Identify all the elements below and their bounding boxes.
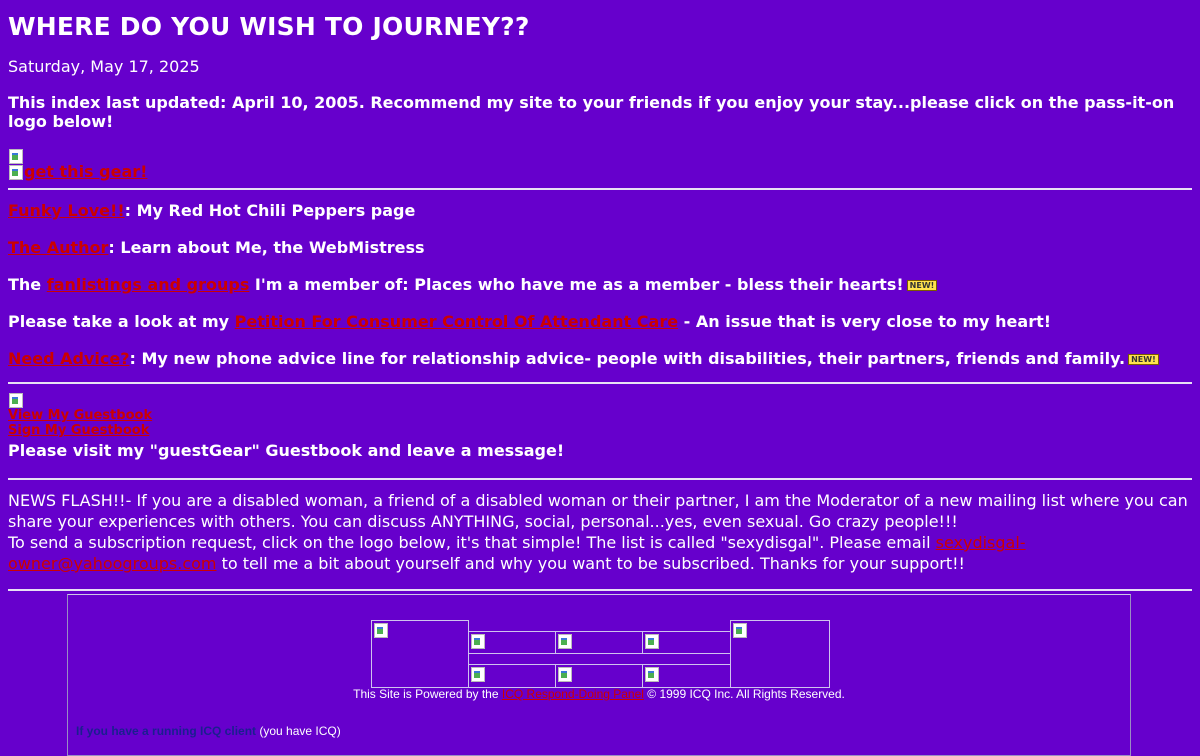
- last-updated-text: This index last updated: April 10, 2005. Recommend my site to your friends if you enjoy your stay...please click on the pass-it-on logo below!: [8, 93, 1175, 131]
- author-text: : Learn about Me, the WebMistress: [108, 238, 425, 257]
- divider: [8, 478, 1192, 480]
- subscription-paragraph: [8, 532, 1192, 574]
- petition-line: [8, 311, 1192, 338]
- broken-image-icon: [8, 148, 24, 164]
- icq-client-line: [76, 724, 341, 738]
- divider: [8, 589, 1192, 591]
- new-badge-icon: NEW!: [907, 280, 938, 291]
- funky-love-line: [8, 200, 1192, 227]
- icq-client-link[interactable]: If you have a running ICQ client: [76, 724, 257, 738]
- author-line: [8, 237, 1192, 264]
- new-badge-icon: NEW!: [1128, 354, 1159, 365]
- copyright-text: © 1999 ICQ Inc. All Rights Reserved.: [643, 687, 845, 701]
- icq-button-cell[interactable]: [555, 631, 643, 654]
- subscription-text: To send a subscription request, click on the logo below, it's that simple! The list is called "sexydisgal". Please email: [8, 533, 936, 552]
- sign-guestbook-link[interactable]: Sign My Guestbook: [8, 423, 150, 438]
- broken-image-icon: [644, 666, 660, 682]
- current-date: Saturday, May 17, 2025: [8, 57, 200, 76]
- the-author-link[interactable]: The Author: [8, 238, 109, 257]
- icq-button-cell[interactable]: [642, 631, 731, 654]
- broken-image-icon: [732, 622, 748, 638]
- news-paragraph: NEWS FLASH!!- If you are a disabled woman, a friend of a disabled woman or their partner, I am the Moderator of a new mailing list where you can share your experiences with others. You can discuss ANYTHING, social, personal...yes, even sexual. Go crazy people!!!: [8, 491, 1188, 531]
- broken-image-icon: [470, 633, 486, 649]
- icq-panel-link[interactable]: ICQ Respond-Doing Panel: [501, 687, 644, 701]
- fanlistings-line: [8, 274, 1192, 301]
- broken-image-icon: [557, 666, 573, 682]
- guestbook-block: [8, 392, 1192, 462]
- news-flash: [8, 490, 1192, 574]
- icq-button-cell[interactable]: [555, 664, 643, 688]
- icq-logo-cell[interactable]: [730, 620, 830, 688]
- advice-line: [8, 348, 1192, 375]
- gear-block: [8, 148, 1192, 180]
- icq-logo-cell[interactable]: [371, 620, 469, 688]
- fanlistings-link[interactable]: fanlistings and groups: [46, 275, 250, 294]
- divider: [8, 188, 1192, 190]
- broken-image-icon: [8, 392, 24, 408]
- broken-image-icon: [8, 164, 24, 180]
- divider: [8, 382, 1192, 384]
- powered-prefix: This Site is Powered by the: [353, 687, 502, 701]
- petition-prefix: Please take a look at my: [8, 312, 235, 331]
- owner-email-link[interactable]: sexydisgal-owner@yahoogroups.com: [8, 533, 1026, 573]
- page-title: WHERE DO YOU WISH TO JOURNEY??: [8, 12, 530, 41]
- guestbook-visit-text: Please visit my "guestGear" Guestbook and leave a message!: [8, 441, 565, 460]
- icq-client-suffix: (you have ICQ): [256, 724, 341, 738]
- petition-text: - An issue that is very close to my heart!: [678, 312, 1052, 331]
- view-guestbook-link[interactable]: View My Guestbook: [8, 408, 153, 423]
- advice-text: : My new phone advice line for relationship advice- people with disabilities, their partners, friends and family.: [129, 349, 1126, 368]
- subscription-text-end: to tell me a bit about yourself and why you want to be subscribed. Thanks for your support!!: [216, 554, 965, 573]
- icq-button-cell[interactable]: [642, 664, 731, 688]
- get-this-gear-link[interactable]: get this gear!: [24, 162, 148, 181]
- icq-button-cell[interactable]: [468, 664, 556, 688]
- need-advice-link[interactable]: Need Advice?: [8, 349, 130, 368]
- icq-button-cell[interactable]: [468, 631, 556, 654]
- broken-image-icon: [557, 633, 573, 649]
- icq-panel: [67, 594, 1131, 756]
- icq-powered-text: [68, 687, 1130, 701]
- fanlistings-prefix: The: [8, 275, 47, 294]
- broken-image-icon: [644, 633, 660, 649]
- funky-love-text: : My Red Hot Chili Peppers page: [124, 201, 416, 220]
- fanlistings-text: I'm a member of: Places who have me as a member - bless their hearts!: [249, 275, 904, 294]
- petition-link[interactable]: Petition For Consumer Control Of Attendant Care: [234, 312, 679, 331]
- broken-image-icon: [373, 622, 389, 638]
- funky-love-link[interactable]: Funky Love!!: [8, 201, 125, 220]
- broken-image-icon: [470, 666, 486, 682]
